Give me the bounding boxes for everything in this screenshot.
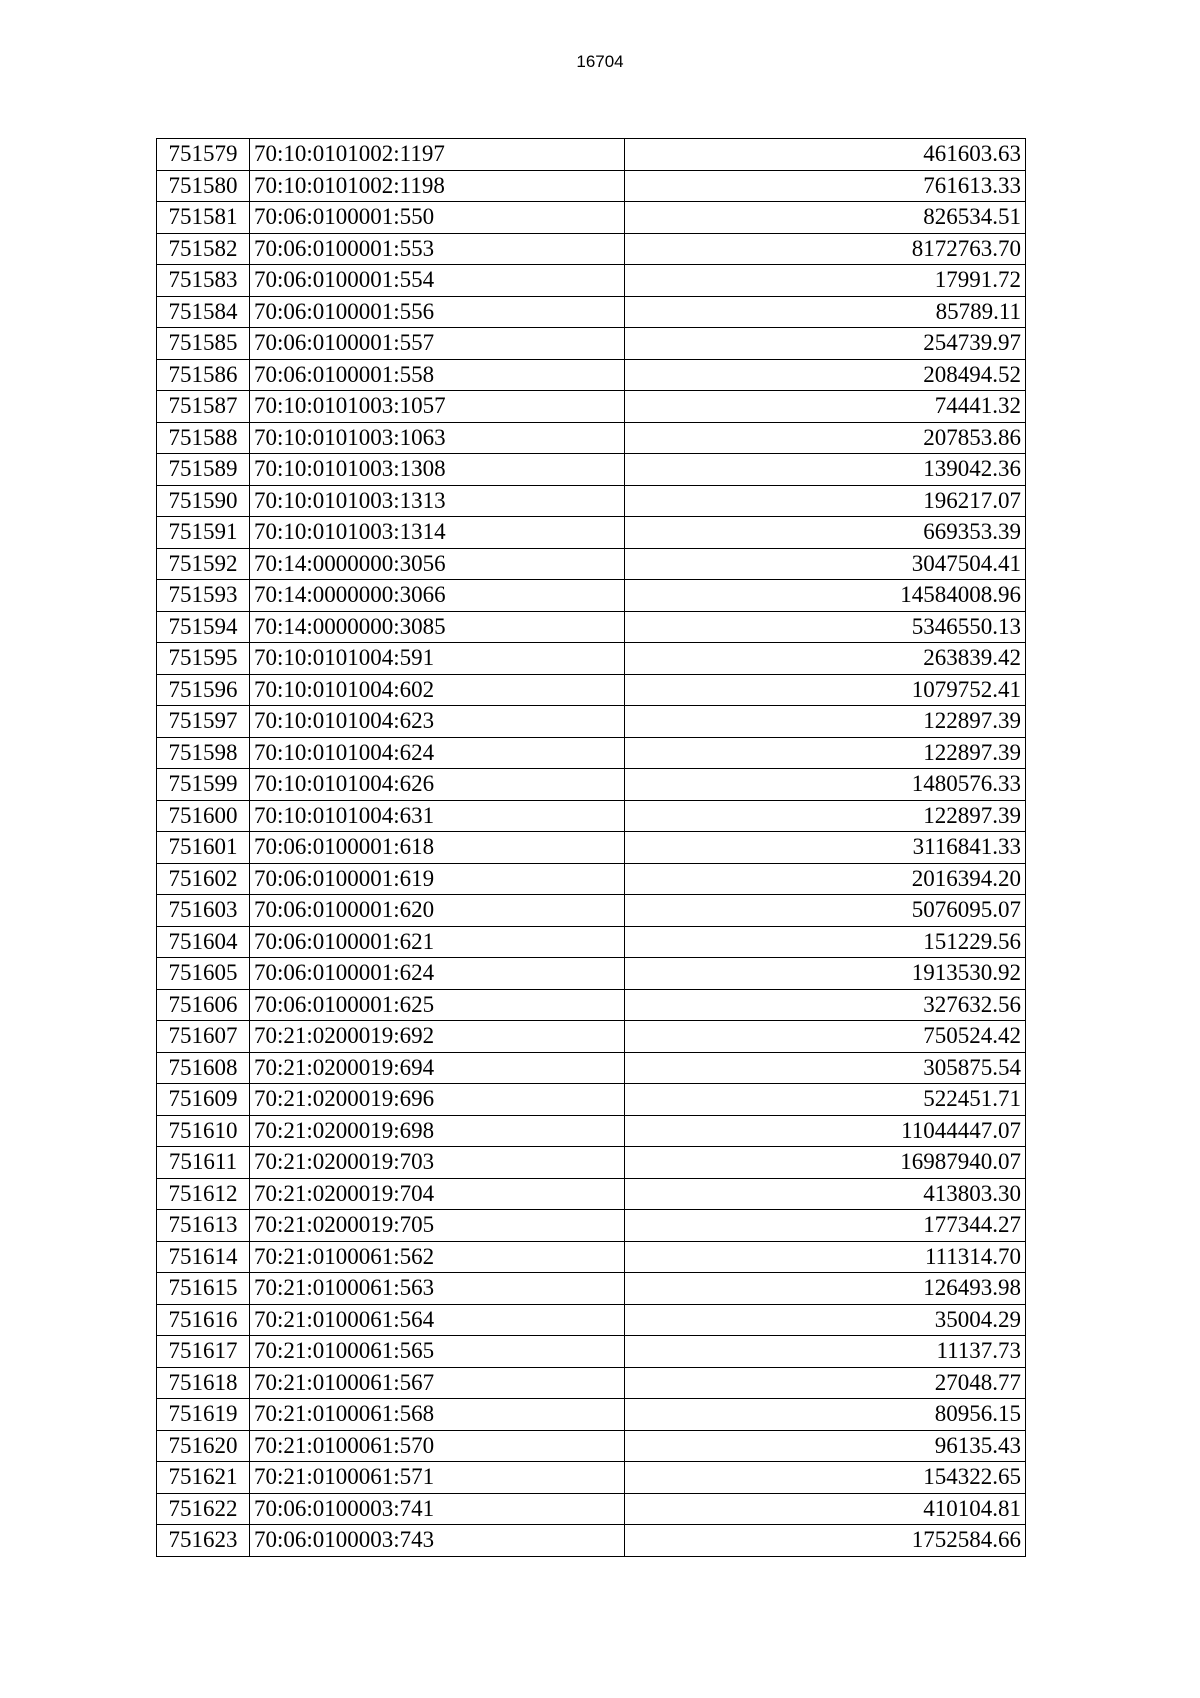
- value-cell: 122897.39: [625, 800, 1026, 832]
- row-id-cell: 751622: [157, 1493, 250, 1525]
- value-cell: 196217.07: [625, 485, 1026, 517]
- value-cell: 669353.39: [625, 517, 1026, 549]
- table-row: [157, 1210, 1026, 1242]
- value-cell: 11137.73: [625, 1336, 1026, 1368]
- cadastral-number-cell: 70:21:0200019:692: [250, 1021, 625, 1053]
- row-id-cell: 751615: [157, 1273, 250, 1305]
- table-row: [157, 1273, 1026, 1305]
- row-id-cell: 751593: [157, 580, 250, 612]
- row-id-cell: 751583: [157, 265, 250, 297]
- table-row: [157, 674, 1026, 706]
- row-id-cell: 751600: [157, 800, 250, 832]
- cadastral-number-cell: 70:10:0101004:623: [250, 706, 625, 738]
- row-id-cell: 751579: [157, 139, 250, 171]
- value-cell: 111314.70: [625, 1241, 1026, 1273]
- cadastral-number-cell: 70:10:0101004:591: [250, 643, 625, 675]
- cadastral-number-cell: 70:10:0101004:631: [250, 800, 625, 832]
- value-cell: 208494.52: [625, 359, 1026, 391]
- row-id-cell: 751580: [157, 170, 250, 202]
- row-id-cell: 751618: [157, 1367, 250, 1399]
- cadastral-number-cell: 70:21:0100061:563: [250, 1273, 625, 1305]
- table-row: [157, 1052, 1026, 1084]
- table-row: [157, 832, 1026, 864]
- value-cell: 3116841.33: [625, 832, 1026, 864]
- cadastral-number-cell: 70:21:0100061:570: [250, 1430, 625, 1462]
- cadastral-number-cell: 70:06:0100001:553: [250, 233, 625, 265]
- value-cell: 1752584.66: [625, 1525, 1026, 1557]
- row-id-cell: 751610: [157, 1115, 250, 1147]
- cadastral-number-cell: 70:21:0100061:568: [250, 1399, 625, 1431]
- value-cell: 17991.72: [625, 265, 1026, 297]
- value-cell: 1480576.33: [625, 769, 1026, 801]
- value-cell: 5076095.07: [625, 895, 1026, 927]
- value-cell: 11044447.07: [625, 1115, 1026, 1147]
- row-id-cell: 751591: [157, 517, 250, 549]
- table-row: [157, 643, 1026, 675]
- row-id-cell: 751606: [157, 989, 250, 1021]
- row-id-cell: 751619: [157, 1399, 250, 1431]
- table-row: [157, 800, 1026, 832]
- table-row: [157, 548, 1026, 580]
- value-cell: 2016394.20: [625, 863, 1026, 895]
- row-id-cell: 751582: [157, 233, 250, 265]
- value-cell: 207853.86: [625, 422, 1026, 454]
- row-id-cell: 751620: [157, 1430, 250, 1462]
- table-row: [157, 391, 1026, 423]
- row-id-cell: 751607: [157, 1021, 250, 1053]
- cadastral-number-cell: 70:06:0100001:619: [250, 863, 625, 895]
- row-id-cell: 751608: [157, 1052, 250, 1084]
- value-cell: 16987940.07: [625, 1147, 1026, 1179]
- value-cell: 263839.42: [625, 643, 1026, 675]
- value-cell: 327632.56: [625, 989, 1026, 1021]
- value-cell: 85789.11: [625, 296, 1026, 328]
- cadastral-number-cell: 70:06:0100001:557: [250, 328, 625, 360]
- row-id-cell: 751587: [157, 391, 250, 423]
- cadastral-number-cell: 70:10:0101003:1313: [250, 485, 625, 517]
- value-cell: 122897.39: [625, 737, 1026, 769]
- cadastral-number-cell: 70:21:0200019:698: [250, 1115, 625, 1147]
- table-row: [157, 1084, 1026, 1116]
- table-row: [157, 454, 1026, 486]
- cadastral-number-cell: 70:06:0100003:741: [250, 1493, 625, 1525]
- table-row: [157, 958, 1026, 990]
- value-cell: 305875.54: [625, 1052, 1026, 1084]
- row-id-cell: 751581: [157, 202, 250, 234]
- table-row: [157, 611, 1026, 643]
- value-cell: 96135.43: [625, 1430, 1026, 1462]
- value-cell: 154322.65: [625, 1462, 1026, 1494]
- cadastral-value-table: [156, 138, 1026, 1557]
- cadastral-number-cell: 70:06:0100001:624: [250, 958, 625, 990]
- table-row: [157, 1336, 1026, 1368]
- cadastral-number-cell: 70:06:0100001:625: [250, 989, 625, 1021]
- table-row: [157, 737, 1026, 769]
- table-row: [157, 863, 1026, 895]
- cadastral-number-cell: 70:10:0101002:1198: [250, 170, 625, 202]
- table-row: [157, 1493, 1026, 1525]
- row-id-cell: 751604: [157, 926, 250, 958]
- table-row: [157, 1178, 1026, 1210]
- row-id-cell: 751594: [157, 611, 250, 643]
- cadastral-number-cell: 70:21:0100061:571: [250, 1462, 625, 1494]
- table-row: [157, 517, 1026, 549]
- cadastral-number-cell: 70:21:0200019:705: [250, 1210, 625, 1242]
- cadastral-number-cell: 70:06:0100001:618: [250, 832, 625, 864]
- table-row: [157, 233, 1026, 265]
- row-id-cell: 751598: [157, 737, 250, 769]
- cadastral-number-cell: 70:14:0000000:3085: [250, 611, 625, 643]
- row-id-cell: 751617: [157, 1336, 250, 1368]
- cadastral-number-cell: 70:21:0100061:564: [250, 1304, 625, 1336]
- table-row: [157, 989, 1026, 1021]
- cadastral-number-cell: 70:10:0101004:624: [250, 737, 625, 769]
- value-cell: 8172763.70: [625, 233, 1026, 265]
- value-cell: 27048.77: [625, 1367, 1026, 1399]
- table-row: [157, 706, 1026, 738]
- table-row: [157, 580, 1026, 612]
- row-id-cell: 751612: [157, 1178, 250, 1210]
- table-row: [157, 485, 1026, 517]
- cadastral-number-cell: 70:21:0100061:562: [250, 1241, 625, 1273]
- row-id-cell: 751590: [157, 485, 250, 517]
- cadastral-number-cell: 70:21:0200019:704: [250, 1178, 625, 1210]
- table-body: [157, 139, 1026, 1557]
- cadastral-number-cell: 70:14:0000000:3056: [250, 548, 625, 580]
- value-cell: 410104.81: [625, 1493, 1026, 1525]
- table-row: [157, 1367, 1026, 1399]
- row-id-cell: 751609: [157, 1084, 250, 1116]
- value-cell: 750524.42: [625, 1021, 1026, 1053]
- cadastral-number-cell: 70:21:0100061:567: [250, 1367, 625, 1399]
- cadastral-number-cell: 70:10:0101003:1314: [250, 517, 625, 549]
- row-id-cell: 751601: [157, 832, 250, 864]
- value-cell: 3047504.41: [625, 548, 1026, 580]
- row-id-cell: 751586: [157, 359, 250, 391]
- value-cell: 139042.36: [625, 454, 1026, 486]
- row-id-cell: 751597: [157, 706, 250, 738]
- table-row: [157, 422, 1026, 454]
- value-cell: 1913530.92: [625, 958, 1026, 990]
- cadastral-number-cell: 70:21:0100061:565: [250, 1336, 625, 1368]
- table-row: [157, 1462, 1026, 1494]
- row-id-cell: 751616: [157, 1304, 250, 1336]
- value-cell: 14584008.96: [625, 580, 1026, 612]
- cadastral-number-cell: 70:10:0101004:626: [250, 769, 625, 801]
- value-cell: 126493.98: [625, 1273, 1026, 1305]
- value-cell: 826534.51: [625, 202, 1026, 234]
- row-id-cell: 751613: [157, 1210, 250, 1242]
- table-row: [157, 1115, 1026, 1147]
- cadastral-number-cell: 70:10:0101003:1057: [250, 391, 625, 423]
- cadastral-number-cell: 70:10:0101004:602: [250, 674, 625, 706]
- table-row: [157, 265, 1026, 297]
- value-cell: 5346550.13: [625, 611, 1026, 643]
- table-row: [157, 1430, 1026, 1462]
- row-id-cell: 751603: [157, 895, 250, 927]
- table-row: [157, 296, 1026, 328]
- value-cell: 1079752.41: [625, 674, 1026, 706]
- value-cell: 761613.33: [625, 170, 1026, 202]
- row-id-cell: 751585: [157, 328, 250, 360]
- cadastral-number-cell: 70:10:0101003:1063: [250, 422, 625, 454]
- value-cell: 122897.39: [625, 706, 1026, 738]
- table-row: [157, 1304, 1026, 1336]
- row-id-cell: 751596: [157, 674, 250, 706]
- cadastral-number-cell: 70:10:0101002:1197: [250, 139, 625, 171]
- row-id-cell: 751589: [157, 454, 250, 486]
- value-cell: 413803.30: [625, 1178, 1026, 1210]
- row-id-cell: 751602: [157, 863, 250, 895]
- table-row: [157, 1147, 1026, 1179]
- row-id-cell: 751588: [157, 422, 250, 454]
- table-row: [157, 1021, 1026, 1053]
- row-id-cell: 751614: [157, 1241, 250, 1273]
- row-id-cell: 751592: [157, 548, 250, 580]
- row-id-cell: 751584: [157, 296, 250, 328]
- cadastral-number-cell: 70:06:0100001:556: [250, 296, 625, 328]
- row-id-cell: 751621: [157, 1462, 250, 1494]
- row-id-cell: 751611: [157, 1147, 250, 1179]
- table-row: [157, 1241, 1026, 1273]
- cadastral-number-cell: 70:21:0200019:703: [250, 1147, 625, 1179]
- table-row: [157, 1525, 1026, 1557]
- table-row: [157, 1399, 1026, 1431]
- cadastral-number-cell: 70:06:0100003:743: [250, 1525, 625, 1557]
- table-row: [157, 170, 1026, 202]
- value-cell: 80956.15: [625, 1399, 1026, 1431]
- value-cell: 461603.63: [625, 139, 1026, 171]
- table-row: [157, 359, 1026, 391]
- table-row: [157, 139, 1026, 171]
- table-row: [157, 202, 1026, 234]
- table-row: [157, 926, 1026, 958]
- cadastral-number-cell: 70:06:0100001:620: [250, 895, 625, 927]
- cadastral-number-cell: 70:10:0101003:1308: [250, 454, 625, 486]
- value-cell: 254739.97: [625, 328, 1026, 360]
- cadastral-number-cell: 70:21:0200019:694: [250, 1052, 625, 1084]
- cadastral-number-cell: 70:06:0100001:558: [250, 359, 625, 391]
- value-cell: 177344.27: [625, 1210, 1026, 1242]
- row-id-cell: 751595: [157, 643, 250, 675]
- cadastral-number-cell: 70:06:0100001:550: [250, 202, 625, 234]
- value-cell: 74441.32: [625, 391, 1026, 423]
- cadastral-number-cell: 70:21:0200019:696: [250, 1084, 625, 1116]
- cadastral-number-cell: 70:14:0000000:3066: [250, 580, 625, 612]
- value-cell: 522451.71: [625, 1084, 1026, 1116]
- table-row: [157, 895, 1026, 927]
- value-cell: 35004.29: [625, 1304, 1026, 1336]
- row-id-cell: 751599: [157, 769, 250, 801]
- row-id-cell: 751623: [157, 1525, 250, 1557]
- cadastral-number-cell: 70:06:0100001:554: [250, 265, 625, 297]
- value-cell: 151229.56: [625, 926, 1026, 958]
- cadastral-number-cell: 70:06:0100001:621: [250, 926, 625, 958]
- table-row: [157, 328, 1026, 360]
- page-number: 16704: [576, 52, 624, 71]
- row-id-cell: 751605: [157, 958, 250, 990]
- table-row: [157, 769, 1026, 801]
